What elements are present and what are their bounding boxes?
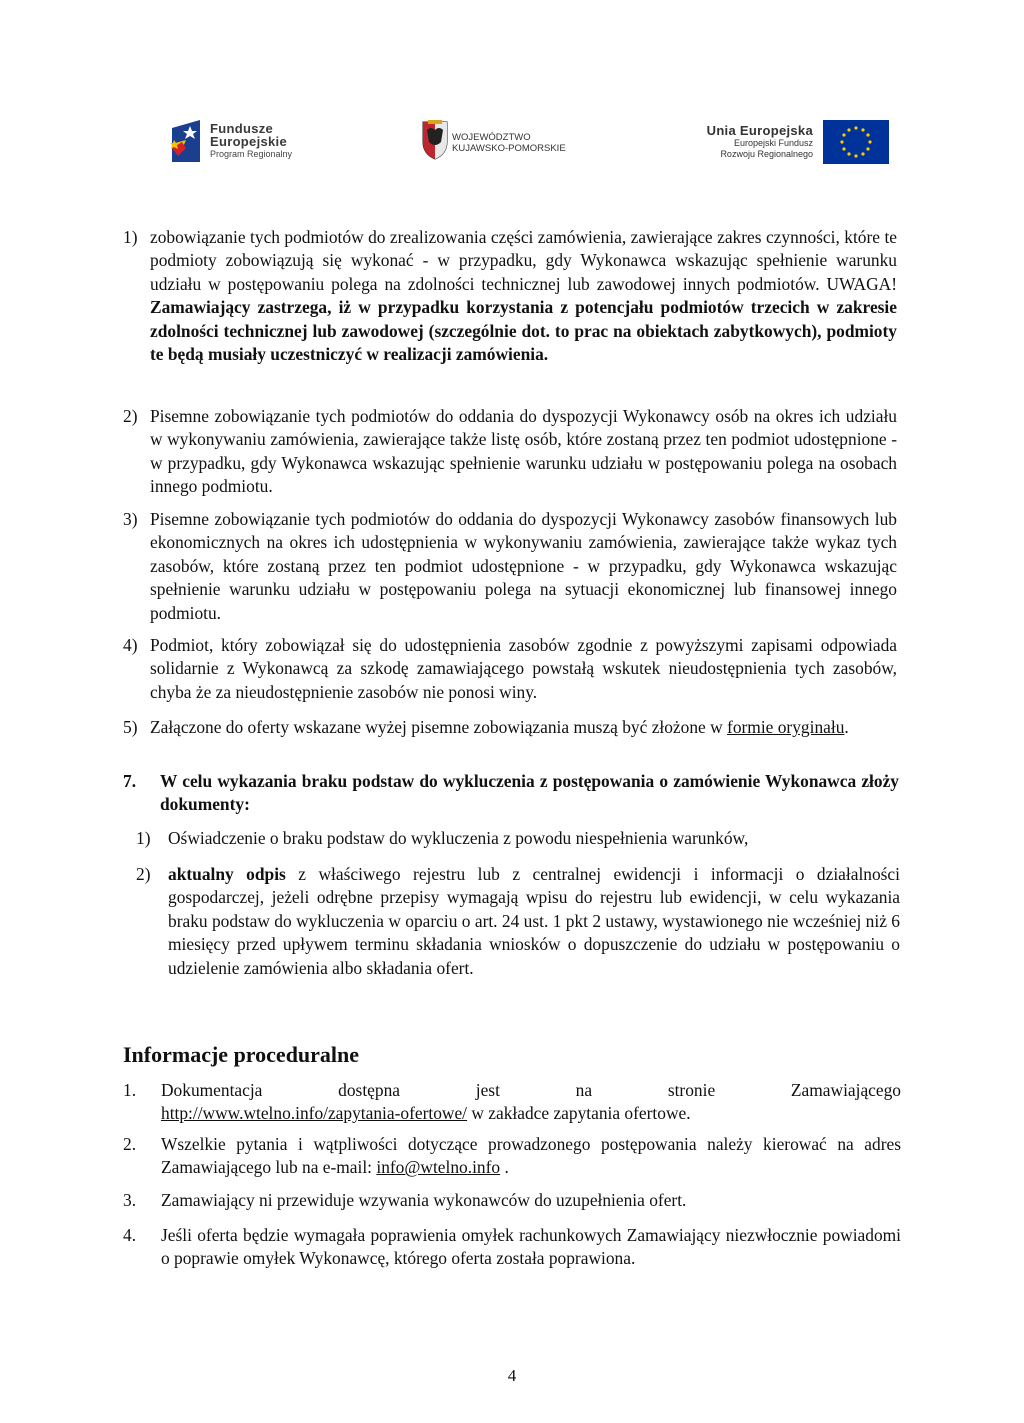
ue-line2: Europejski Fundusz — [733, 138, 813, 148]
item-text-line2 — [161, 1102, 901, 1125]
header-logos — [0, 110, 1024, 170]
item-number: 1) — [123, 227, 138, 247]
item-text: Oświadczenie o braku podstaw do wykluczenia z powodu niespełnienia warunków, — [168, 828, 749, 848]
item-text: Zamawiający ni przewiduje wzywania wykonawców do uzupełnienia ofert. — [161, 1190, 687, 1210]
ue-line1: Unia Europejska — [706, 123, 813, 138]
item-number: 2. — [123, 1134, 137, 1154]
list-item — [123, 1133, 901, 1183]
fe-line1: Fundusze — [210, 121, 274, 136]
item-text — [150, 226, 897, 366]
item-number: 5) — [123, 717, 138, 737]
item-number: 4. — [123, 1225, 137, 1245]
fe-line3: Program Regionalny — [210, 149, 293, 159]
unia-europejska-logo — [668, 118, 893, 168]
website-link[interactable]: http://www.wtelno.info/zapytania-ofertowe/ — [161, 1103, 468, 1124]
item-number: 3. — [123, 1190, 137, 1210]
item-number: 4) — [123, 635, 138, 655]
item-number: 2) — [123, 406, 138, 426]
list-item — [123, 1079, 901, 1129]
fundusze-europejskie-logo — [170, 118, 330, 168]
section-heading: Informacje proceduralne — [123, 1042, 360, 1067]
list-item — [123, 226, 899, 396]
item-text-regular: Załączone do oferty wskazane wyżej pisemne zobowiązania muszą być złożone w — [150, 717, 728, 737]
item-text: Pisemne zobowiązanie tych podmiotów do oddania do dyspozycji Wykonawcy osób na okres ich udziału w wykonywaniu zamówienia, zawierające także listę osób, które zostaną przez ten podmiot udostępnione - w przypadku, gdy Wykonawca wskazując spełnienie warunku udziału w postępowaniu polega na osobach innego podmiotu. — [150, 406, 897, 497]
item-number: 1) — [136, 828, 151, 848]
page-number: 4 — [507, 1366, 517, 1385]
item-text-bold: aktualny odpis — [168, 864, 286, 884]
list-item — [123, 508, 899, 633]
item-text — [161, 1133, 901, 1180]
list-item — [123, 634, 899, 709]
fe-line2: Europejskie — [210, 134, 287, 149]
coat-of-arms-icon — [422, 120, 448, 160]
list-item — [123, 716, 899, 766]
eu-flag-icon — [823, 120, 889, 164]
item-text-underlined: formie oryginału — [727, 717, 845, 737]
woj-line2: KUJAWSKO-POMORSKIE — [452, 143, 566, 154]
wojewodztwo-logo — [422, 120, 612, 164]
item-text-end: . — [500, 1157, 509, 1178]
item-text-end: w zakładce zapytania ofertowe. — [467, 1103, 691, 1124]
item-text-regular: z właściwego rejestru lub z centralnej ewidencji i informacji o działalności gospodarczej, jeżeli odrębne przepisy wymagają wpisu do rejestru lub ewidencji, w celu wykazania braku podstaw do wykluczenia w oparciu o art. 24 ust. 1 pkt 2 ustawy, wystawionego nie wcześniej niż 6 miesięcy przed upływem terminu składania wniosków o dopuszczenie do udziału w postępowaniu o udzielenie zamówienia albo składania ofert. — [168, 864, 900, 978]
section-title: W celu wykazania braku podstaw do wykluczenia z postępowania o zamówienie Wykonawca złoży dokumenty: — [160, 771, 899, 815]
item-text-regular: zobowiązanie tych podmiotów do zrealizowania części zamówienia, zawierające zakres czynności, które te podmioty zobowiązują się wykonać - w przypadku, gdy Wykonawca wskazując spełnienie warunku udziału w postępowaniu polega na zdolności technicznej lub zawodowej innych podmiotów. UWAGA! — [150, 227, 897, 294]
item-text — [168, 863, 900, 980]
list-item — [123, 1189, 901, 1215]
email-link[interactable]: info@wtelno.info — [376, 1157, 501, 1178]
item-text-end: . — [844, 717, 849, 737]
item-text: Pisemne zobowiązanie tych podmiotów do oddania do dyspozycji Wykonawcy zasobów finansowych lub ekonomicznych na okres ich udostępnienia w wykonywaniu zamówienia, zawierające także wykaz tych zasobów, które zostaną przez ten podmiot udostępnione - w przypadku, gdy Wykonawca wskazując spełnienie warunku udziału w postępowaniu polega na sytuacji ekonomicznej lub finansowej innego podmiotu. — [150, 509, 897, 623]
item-text: Dokumentacja dostępna jest na stronie Zamawiającego — [161, 1080, 901, 1100]
ue-line3: Rozwoju Regionalnego — [720, 148, 813, 159]
section-number: 7. — [123, 771, 137, 791]
item-text — [150, 716, 897, 739]
list-item — [136, 863, 900, 1013]
item-text-regular: Wszelkie pytania i wątpliwości dotyczące prowadzonego postępowania należy kierować na adres Zamawiającego lub na e-mail: — [161, 1134, 901, 1178]
item-text-bold: Zamawiający zastrzega, iż w przypadku korzystania z potencjału podmiotów trzecich w zakresie zdolności technicznej lub zawodowej (szczególnie dot. to prac na obiektach zabytkowych), podmioty te będą musiały uczestniczyć w realizacji zamówienia. — [150, 297, 897, 365]
item-text: Jeśli oferta będzie wymagała poprawienia omyłek rachunkowych Zamawiający niezwłocznie powiadomi o poprawie omyłek Wykonawcę, którego oferta została poprawiona. — [161, 1225, 901, 1269]
list-item — [136, 827, 900, 853]
list-item — [123, 1224, 901, 1299]
fundusze-europejskie-mark-icon — [170, 118, 204, 164]
item-number: 2) — [136, 864, 151, 884]
item-number: 1. — [123, 1080, 137, 1100]
woj-line1: WOJEWÓDZTWO — [452, 132, 531, 143]
item-number: 3) — [123, 509, 138, 529]
item-text: Podmiot, który zobowiązał się do udostępnienia zasobów zgodnie z powyższymi zapisami odpowiada solidarnie z Wykonawcą za szkodę zamawiającego powstałą wskutek nieudostępnienia tych zasobów, chyba że za nieudostępnienie zasobów nie ponosi winy. — [150, 635, 897, 702]
list-item — [123, 405, 899, 505]
